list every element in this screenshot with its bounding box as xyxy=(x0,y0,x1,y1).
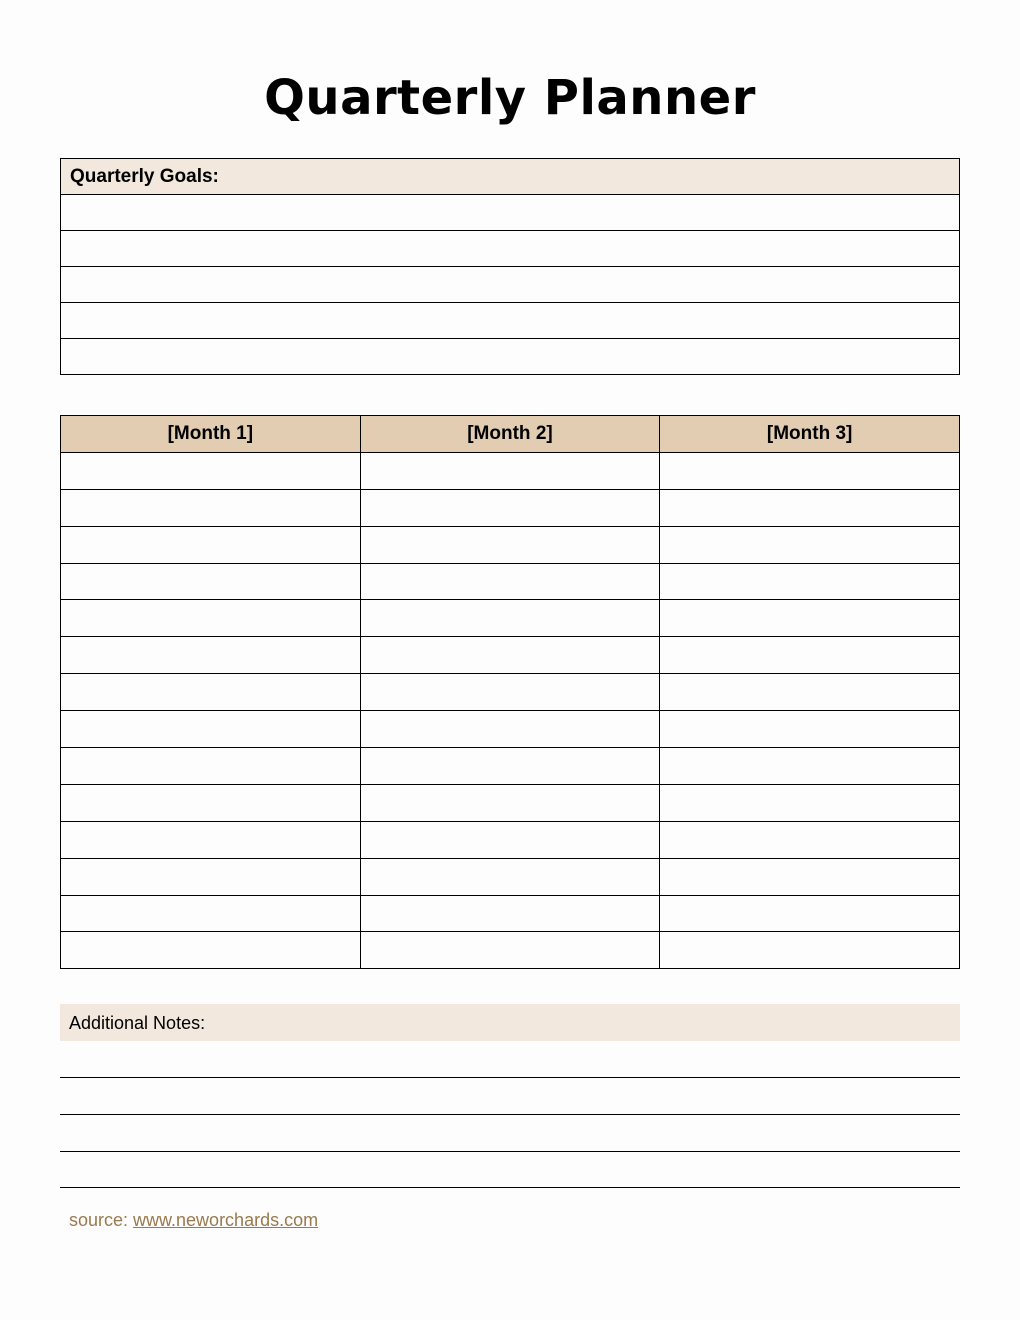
goal-row xyxy=(61,267,960,303)
month-1-header: [Month 1] xyxy=(61,416,361,453)
month-row xyxy=(61,452,960,489)
month-3-cell[interactable] xyxy=(660,600,960,637)
month-1-cell[interactable] xyxy=(61,784,361,821)
month-row xyxy=(61,674,960,711)
month-2-cell[interactable] xyxy=(360,526,660,563)
goal-cell[interactable] xyxy=(61,267,960,303)
month-1-cell[interactable] xyxy=(61,600,361,637)
month-row xyxy=(61,526,960,563)
month-1-cell[interactable] xyxy=(61,674,361,711)
source-link[interactable]: www.neworchards.com xyxy=(133,1210,319,1230)
month-2-cell[interactable] xyxy=(360,637,660,674)
note-line[interactable] xyxy=(60,1151,960,1152)
goals-header-row xyxy=(61,159,960,195)
month-3-cell[interactable] xyxy=(660,821,960,858)
month-3-cell[interactable] xyxy=(660,748,960,785)
month-1-cell[interactable] xyxy=(61,489,361,526)
month-3-cell[interactable] xyxy=(660,452,960,489)
note-line[interactable] xyxy=(60,1114,960,1115)
month-row xyxy=(61,489,960,526)
goal-cell[interactable] xyxy=(61,339,960,375)
month-2-cell[interactable] xyxy=(360,748,660,785)
goal-row xyxy=(61,231,960,267)
month-3-cell[interactable] xyxy=(660,895,960,932)
month-row xyxy=(61,600,960,637)
month-row xyxy=(61,821,960,858)
month-row xyxy=(61,711,960,748)
month-1-cell[interactable] xyxy=(61,895,361,932)
month-2-cell[interactable] xyxy=(360,674,660,711)
month-1-cell[interactable] xyxy=(61,526,361,563)
note-line[interactable] xyxy=(60,1077,960,1078)
months-header-row xyxy=(61,416,960,453)
month-1-cell[interactable] xyxy=(61,637,361,674)
month-2-header: [Month 2] xyxy=(360,416,660,453)
quarterly-goals-table xyxy=(60,158,960,375)
month-row xyxy=(61,858,960,895)
month-2-cell[interactable] xyxy=(360,821,660,858)
month-2-cell[interactable] xyxy=(360,600,660,637)
month-3-cell[interactable] xyxy=(660,858,960,895)
month-1-cell[interactable] xyxy=(61,858,361,895)
month-1-cell[interactable] xyxy=(61,748,361,785)
month-1-cell[interactable] xyxy=(61,821,361,858)
month-3-cell[interactable] xyxy=(660,489,960,526)
month-3-cell[interactable] xyxy=(660,526,960,563)
source-credit xyxy=(69,1209,318,1231)
month-2-cell[interactable] xyxy=(360,784,660,821)
month-3-cell[interactable] xyxy=(660,563,960,600)
month-1-cell[interactable] xyxy=(61,452,361,489)
month-3-cell[interactable] xyxy=(660,637,960,674)
goal-cell[interactable] xyxy=(61,303,960,339)
month-row xyxy=(61,563,960,600)
month-1-cell[interactable] xyxy=(61,563,361,600)
month-2-cell[interactable] xyxy=(360,711,660,748)
month-3-cell[interactable] xyxy=(660,932,960,969)
goal-row xyxy=(61,303,960,339)
month-3-header: [Month 3] xyxy=(660,416,960,453)
month-3-cell[interactable] xyxy=(660,711,960,748)
months-table xyxy=(60,415,960,969)
page-title: Quarterly Planner xyxy=(264,70,756,126)
goals-header-label: Quarterly Goals: xyxy=(61,159,960,195)
goal-cell[interactable] xyxy=(61,195,960,231)
month-row xyxy=(61,895,960,932)
month-2-cell[interactable] xyxy=(360,452,660,489)
goal-row xyxy=(61,195,960,231)
source-label: source: xyxy=(69,1210,134,1230)
month-row xyxy=(61,784,960,821)
month-2-cell[interactable] xyxy=(360,858,660,895)
month-row xyxy=(61,932,960,969)
month-2-cell[interactable] xyxy=(360,932,660,969)
month-1-cell[interactable] xyxy=(61,932,361,969)
month-3-cell[interactable] xyxy=(660,784,960,821)
month-3-cell[interactable] xyxy=(660,674,960,711)
notes-header: Additional Notes: xyxy=(60,1004,960,1041)
month-2-cell[interactable] xyxy=(360,489,660,526)
note-line[interactable] xyxy=(60,1187,960,1188)
month-row xyxy=(61,748,960,785)
month-2-cell[interactable] xyxy=(360,895,660,932)
goal-row xyxy=(61,339,960,375)
month-row xyxy=(61,637,960,674)
goal-cell[interactable] xyxy=(61,231,960,267)
month-1-cell[interactable] xyxy=(61,711,361,748)
month-2-cell[interactable] xyxy=(360,563,660,600)
